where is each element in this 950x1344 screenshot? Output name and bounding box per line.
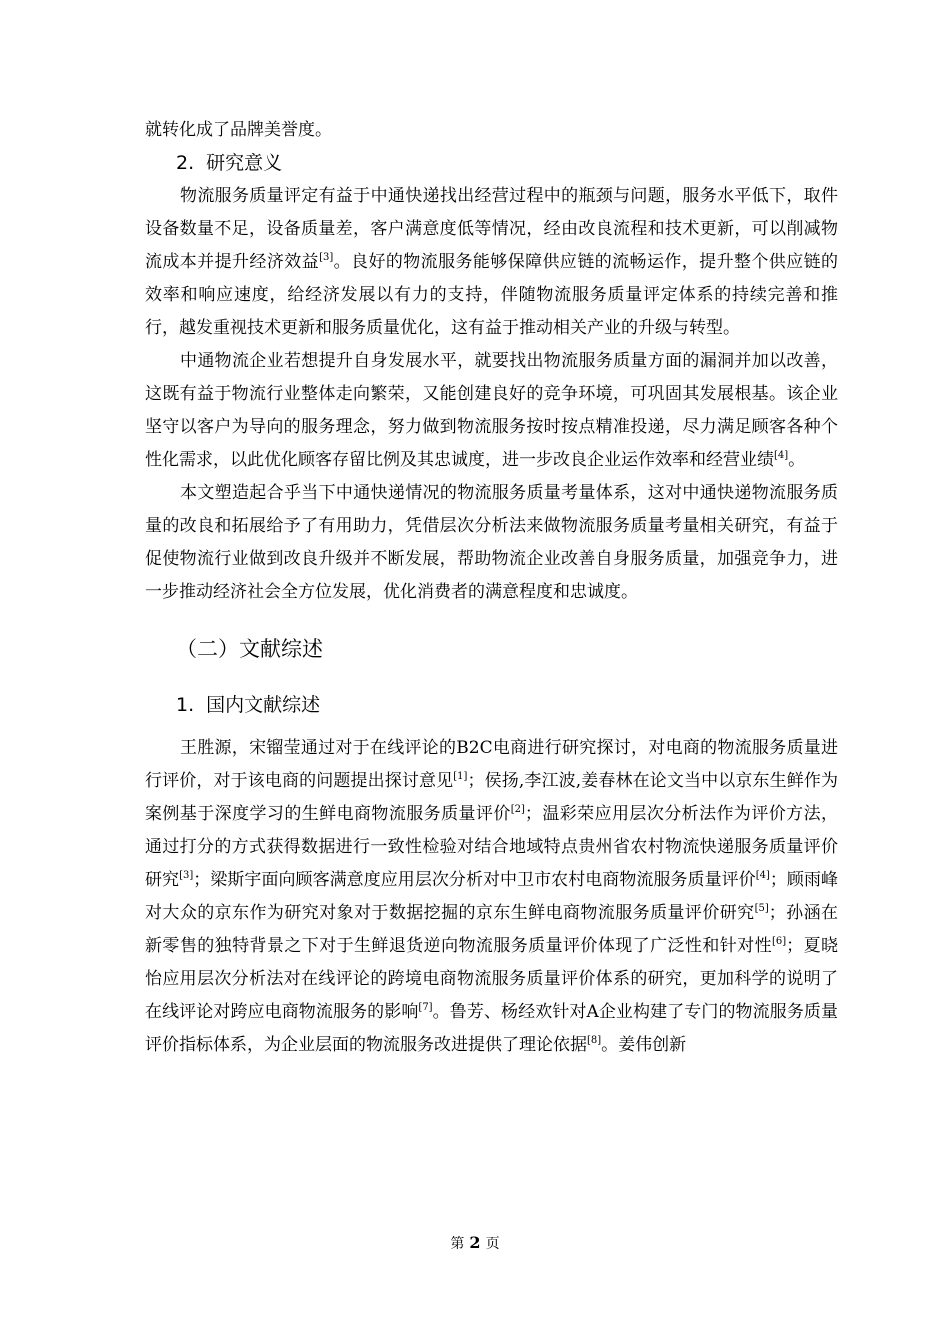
paragraph-text: ；侯扬,李江波,姜春林在论文当中以京东生鲜作为案例基于深度学习的生鲜电商物流服务质量评价 bbox=[145, 771, 839, 824]
paragraph-text: 物流服务质量评定有益于中通快递找出经营过程中的瓶颈与问题，服务水平低下，取件设备数量不足，设备质量差，客户满意度低等情况，经由改良流程和技术更新，可以削减物流成本并提升经济效益 bbox=[145, 186, 838, 272]
paragraph-text: 。姜伟创新 bbox=[601, 1035, 687, 1055]
paragraph-text: 。鲁芳、杨经欢针对A企业构建了专门的物流服务质量评价指标体系，为企业层面的物流服务改进提供了理论依据 bbox=[145, 1002, 838, 1055]
heading-number: 1. bbox=[176, 694, 195, 716]
citation-ref: [5] bbox=[754, 903, 769, 914]
paragraph-significance-2 bbox=[145, 345, 838, 477]
paragraph-text: 中通物流企业若想提升自身发展水平，就要找出物流服务质量方面的漏洞并加以改善，这既有益于物流行业整体走向繁荣，又能创建良好的竞争环境，可巩固其发展根基。该企业坚守以客户为导向的服务理念，努力做到物流服务按时按点精准投递，尽力满足顾客各种个性化需求，以此优化顾客存留比例及其忠诚度，进一步改良企业运作效率和经营业绩 bbox=[145, 351, 838, 470]
page-footer bbox=[0, 1233, 950, 1254]
citation-ref: [1] bbox=[453, 771, 468, 782]
heading-title: （二）文献综述 bbox=[176, 637, 323, 661]
heading-title: 研究意义 bbox=[206, 152, 283, 174]
paragraph-text: ；顾雨峰对大众的京东作为研究对象对于数据挖掘的京东生鲜电商物流服务质量评价研究 bbox=[145, 870, 839, 923]
paragraph-significance-3 bbox=[145, 477, 838, 609]
citation-ref: [6] bbox=[772, 936, 787, 947]
citation-ref: [8] bbox=[587, 1035, 602, 1046]
heading-number: 2. bbox=[176, 152, 195, 174]
heading-literature-review bbox=[145, 629, 838, 669]
paragraph-text: ；夏晓怡应用层次分析法对在线评论的跨境电商物流服务质量评价体系的研究，更加科学的说明了在线评论对跨应电商物流服务的影响 bbox=[145, 936, 839, 1022]
paragraph-text: ；孙涵在新零售的独特背景之下对于生鲜退货逆向物流服务质量评价体现了广泛性和针对性 bbox=[145, 903, 838, 956]
paragraph-intro-tail bbox=[145, 114, 838, 147]
heading-domestic-review bbox=[145, 689, 838, 722]
paragraph-domestic-review bbox=[145, 732, 838, 1062]
paragraph-text: ；梁斯宇面向顾客满意度应用层次分析对中卫市农村电商物流服务质量评价 bbox=[193, 870, 756, 890]
citation-ref: [2] bbox=[510, 804, 525, 815]
footer-suffix: 页 bbox=[485, 1236, 500, 1252]
citation-ref: [7] bbox=[418, 1002, 433, 1013]
footer-prefix: 第 bbox=[450, 1236, 465, 1252]
citation-ref: [4] bbox=[755, 870, 770, 881]
paragraph-text: 就转化成了品牌美誉度。 bbox=[145, 120, 332, 140]
heading-research-significance bbox=[145, 147, 838, 180]
section-spacer bbox=[145, 669, 838, 689]
paragraph-text: 。 bbox=[788, 450, 806, 470]
citation-ref: [4] bbox=[774, 450, 789, 461]
paragraph-text: 王胜源，宋镏莹通过对于在线评论的B2C电商进行研究探讨，对电商的物流服务质量进行评价，对于该电商的问题提出探讨意见 bbox=[145, 738, 838, 791]
citation-ref: [3] bbox=[179, 870, 194, 881]
citation-ref: [3] bbox=[319, 252, 334, 263]
heading-title: 国内文献综述 bbox=[206, 694, 321, 716]
section-spacer bbox=[145, 609, 838, 629]
section-spacer bbox=[145, 722, 838, 732]
paragraph-text: 。良好的物流服务能够保障供应链的流畅运作，提升整个供应链的效率和响应速度，给经济发展以有力的支持，伴随物流服务质量评定体系的持续完善和推行，越发重视技术更新和服务质量优化，这有益于推动相关产业的升级与转型。 bbox=[145, 252, 839, 338]
paragraph-text: ；温彩荣应用层次分析法作为评价方法，通过打分的方式获得数据进行一致性检验对结合地域特点贵州省农村物流快递服务质量评价研究 bbox=[145, 804, 839, 890]
page-number: 2 bbox=[469, 1233, 481, 1252]
page-body bbox=[145, 114, 838, 1062]
paragraph-text: 本文塑造起合乎当下中通快递情况的物流服务质量考量体系，这对中通快递物流服务质量的改良和拓展给予了有用助力，凭借层次分析法来做物流服务质量考量相关研究，有益于促使物流行业做到改良升级并不断发展，帮助物流企业改善自身服务质量，加强竞争力，进一步推动经济社会全方位发展，优化消费者的满意程度和忠诚度。 bbox=[145, 483, 838, 602]
paragraph-significance-1 bbox=[145, 180, 838, 345]
